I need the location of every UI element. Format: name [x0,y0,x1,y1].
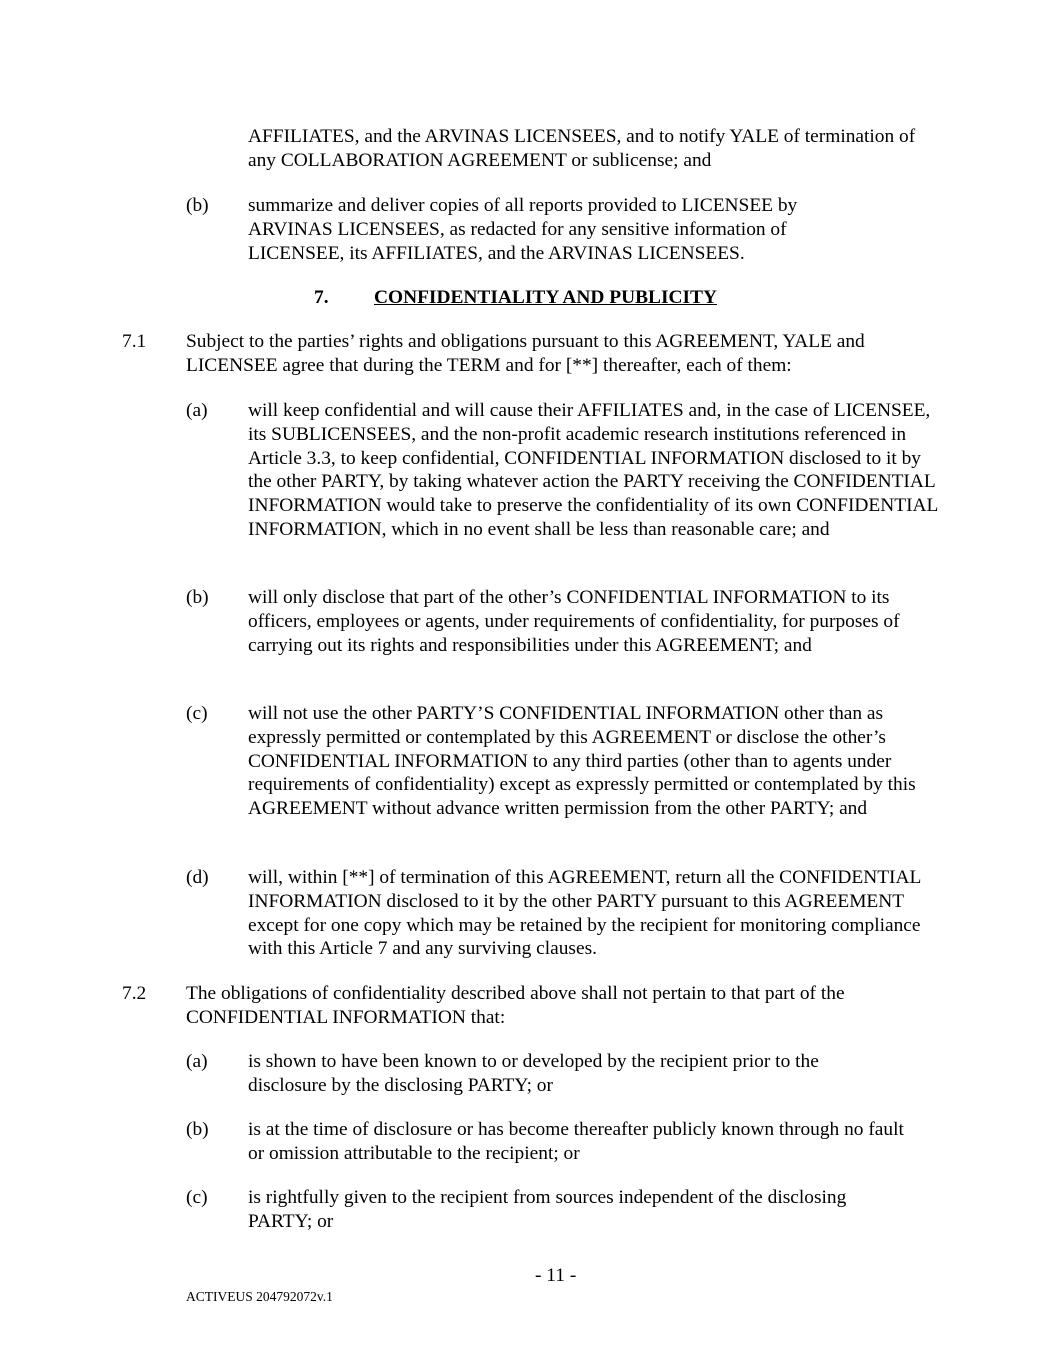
clause-number: 7.2 [122,983,147,1004]
page-number: - 11 - [535,1265,577,1286]
clause-intro: Subject to the parties’ rights and obligations pursuant to this AGREEMENT, YALE and LICENSEE agree that during the TERM and for [**] thereafter, each of them: [186,331,865,376]
section-number: 7. [314,287,329,308]
continuation-paragraph: AFFILIATES, and the ARVINAS LICENSEES, and to notify YALE of termination of any COLLABORATION AGREEMENT or sublicense; and [248,126,916,171]
item-label: (b) [186,1119,209,1140]
clause-intro: The obligations of confidentiality described above shall not pertain to that part of the CONFIDENTIAL INFORMATION that: [186,983,845,1028]
item-text: will keep confidential and will cause their AFFILIATES and, in the case of LICENSEE, its SUBLICENSEES, and the non-profit academic research institutions referenced in Article 3.3, to keep confidential, CONFIDENTIAL INFORMATION disclosed to it by the other PARTY, by taking whatever action the PARTY receiving the CONFIDENTIAL INFORMATION would take to preserve the confidentiality of its own CONFIDENTIAL INFORMATION, which in no event shall be less than reasonable care; and [248,400,938,540]
item-label: (c) [186,703,208,724]
document-id: ACTIVEUS 204792072v.1 [186,1289,333,1304]
item-label: (a) [186,400,208,421]
item-label: (d) [186,867,209,888]
item-label: (b) [186,195,209,216]
item-label: (a) [186,1051,208,1072]
item-text: will only disclose that part of the other’s CONFIDENTIAL INFORMATION to its officers, employees or agents, under requirements of confidentiality, for purposes of carrying out its rights and responsibilities under this AGREEMENT; and [248,587,900,656]
clause-number: 7.1 [122,331,147,352]
item-label: (c) [186,1187,208,1208]
item-text: is at the time of disclosure or has become thereafter publicly known through no fault or omission attributable to the recipient; or [248,1119,904,1164]
item-text: will not use the other PARTY’S CONFIDENTIAL INFORMATION other than as expressly permitted or contemplated by this AGREEMENT or disclose the other’s CONFIDENTIAL INFORMATION to any third parties (other than to agents under requirements of confidentiality) except as expressly permitted or contemplated by this AGREEMENT without advance written permission from the other PARTY; and [248,703,916,820]
item-text: is shown to have been known to or developed by the recipient prior to the disclosure by the disclosing PARTY; or [248,1051,819,1096]
item-text: is rightfully given to the recipient from sources independent of the disclosing PARTY; or [248,1187,847,1232]
item-label: (b) [186,587,209,608]
item-text: will, within [**] of termination of this AGREEMENT, return all the CONFIDENTIAL INFORMATION disclosed to it by the other PARTY pursuant to this AGREEMENT except for one copy which may be retained by the recipient for monitoring compliance with this Article 7 and any surviving clauses. [248,867,921,960]
item-text: summarize and deliver copies of all reports provided to LICENSEE by ARVINAS LICENSEES, as redacted for any sensitive information of LICENSEE, its AFFILIATES, and the ARVINAS LICENSEES. [248,195,798,264]
section-heading: CONFIDENTIALITY AND PUBLICITY [374,287,717,308]
